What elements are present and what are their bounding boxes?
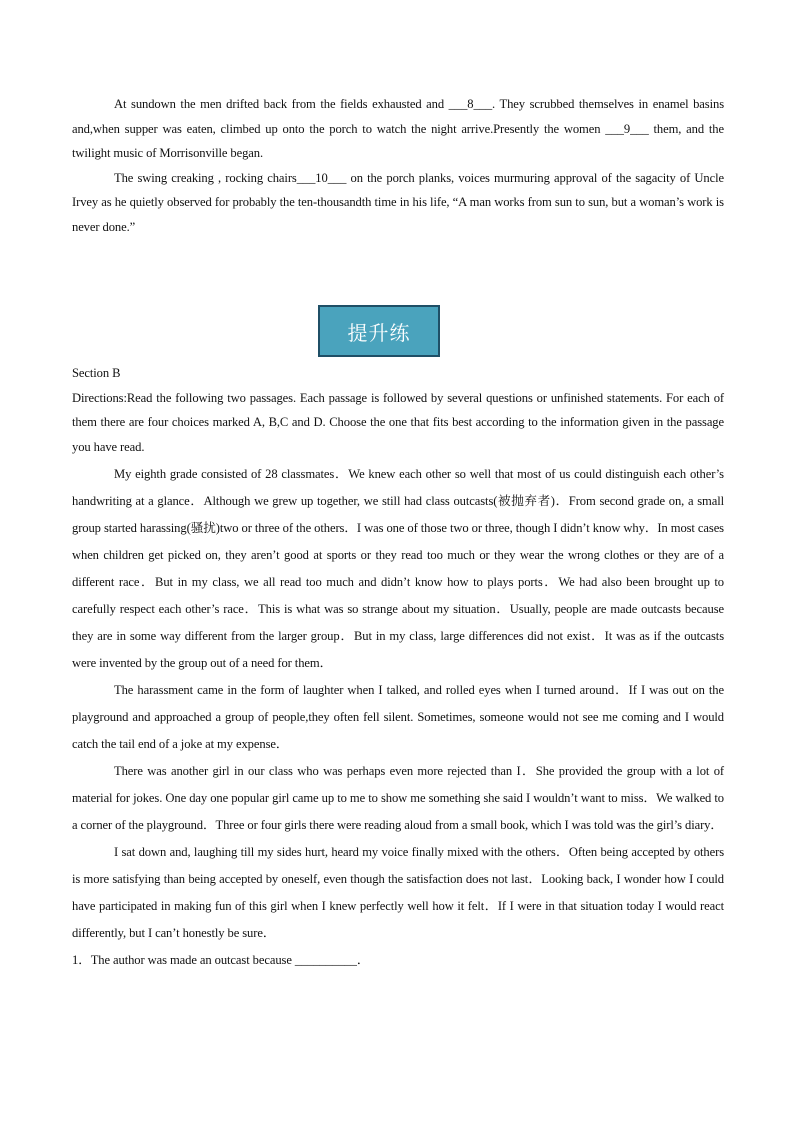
banner-wrap <box>72 239 724 357</box>
paragraph: I sat down and, laughing till my sides hurt, heard my voice finally mixed with the others．Often being accepted by others is more satisfying than being accepted by oneself, even though the satisfaction does not last．Looking back, I wonder how I could have participated in making fun of this girl when I knew perfectly well how it felt．If I were in that situation today I would react differently, but I can’t honestly be sure． <box>72 845 724 941</box>
paragraph: My eighth grade consisted of 28 classmates．We knew each other so well that most of us could distinguish each other’s handwriting at a glance．Although we grew up together, we still had class outcasts(被抛弃者)．From second grade on, a small group started harassing(骚扰)two or three of the others．I was one of those two or three, though I didn’t know why．In most cases when children get picked on, they aren’t good at sports or they read too much or they wear the wrong clothes or they are of a different race．But in my class, we all read too much and didn’t know how to plays ports．We had also been brought up to carefully respect each other’s race．This is what was so strange about my situation．Usually, people are made outcasts because they are in some way different from the larger group．But in my class, large differences did not exist．It was as if the outcasts were invented by the group out of a need for them． <box>72 467 724 671</box>
section-title: Section B <box>72 366 121 380</box>
paragraph: At sundown the men drifted back from the fields exhausted and ___8___. They scrubbed themselves in enamel basins and,when supper was eaten, climbed up onto the porch to watch the night arrive.Presently the women ___9___ them, and the twilight music of Morrisonville began. <box>72 97 724 160</box>
directions: Directions:Read the following two passages. Each passage is followed by several questions or unfinished statements. For each of them there are four choices marked A, B,C and D. Choose the one that fits best according to the information given in the passage you have read. <box>72 390 724 454</box>
reading-passage <box>72 461 724 974</box>
paragraph: The harassment came in the form of laughter when I talked, and rolled eyes when I turned around．If I was out on the playground and approached a group of people,they often fell silent. Sometimes, someone would not see me coming and I would catch the tail end of a joke at my expense． <box>72 683 724 752</box>
section-b <box>72 361 724 459</box>
paragraph: There was another girl in our class who was perhaps even more rejected than I．She provided the group with a lot of material for jokes. One day one popular girl came up to me to show me something she said I wouldn’t want to miss．We walked to a corner of the playground．Three or four girls there were reading aloud from a small book, which I was told was the girl’s diary． <box>72 764 724 833</box>
banner-label: 提升练 <box>347 320 411 345</box>
paragraph: The swing creaking , rocking chairs___10___ on the porch planks, voices murmuring approval of the sagacity of Uncle Irvey as he quietly observed for probably the ten-thousandth time in his life, “A man works from sun to sun, but a woman’s work is never done.” <box>72 170 724 234</box>
document-page <box>72 92 724 974</box>
section-banner <box>318 305 440 357</box>
cloze-passage-end <box>72 92 724 239</box>
question-item: 1．The author was made an outcast because __________． <box>72 953 370 968</box>
